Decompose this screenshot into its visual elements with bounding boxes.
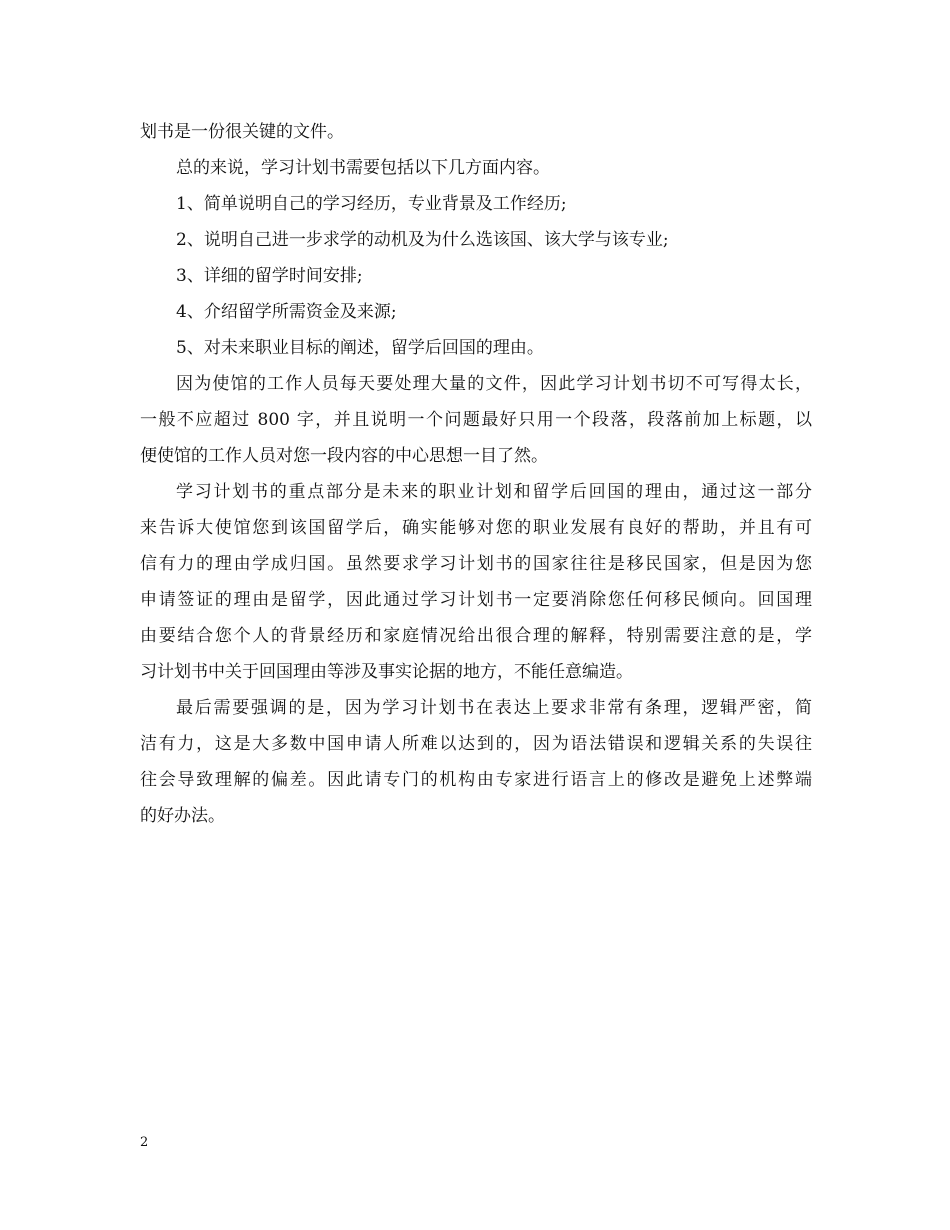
text-line: 便使馆的工作人员对您一段内容的中心思想一目了然。 bbox=[140, 446, 548, 466]
text-line: 习计划书中关于回国理由等涉及事实论据的地方，不能任意编造。 bbox=[140, 662, 633, 682]
text-line: 的好办法。 bbox=[140, 806, 225, 826]
list-item: 2、说明自己进一步求学的动机及为什么选该国、该大学与该专业; bbox=[176, 230, 669, 250]
text-line: 一般不应超过 800 字，并且说明一个问题最好只用一个段落，段落前加上标题，以 bbox=[140, 410, 812, 430]
text-line: 往会导致理解的偏差。因此请专门的机构由专家进行语言上的修改是避免上述弊端 bbox=[140, 770, 812, 790]
page-number: 2 bbox=[140, 1135, 149, 1150]
text-line: 划书是一份很关键的文件。 bbox=[140, 122, 344, 142]
document-body bbox=[140, 114, 812, 834]
list-item: 3、详细的留学时间安排; bbox=[176, 266, 363, 286]
list-item: 5、对未来职业目标的阐述，留学后回国的理由。 bbox=[176, 338, 544, 358]
text-line: 最后需要强调的是，因为学习计划书在表达上要求非常有条理，逻辑严密，简 bbox=[176, 698, 812, 718]
text-line: 信有力的理由学成归国。虽然要求学习计划书的国家往往是移民国家，但是因为您 bbox=[140, 554, 812, 574]
text-line: 因为使馆的工作人员每天要处理大量的文件，因此学习计划书切不可写得太长， bbox=[176, 374, 812, 394]
text-line: 总的来说，学习计划书需要包括以下几方面内容。 bbox=[176, 158, 550, 178]
text-line: 申请签证的理由是留学，因此通过学习计划书一定要消除您任何移民倾向。回国理 bbox=[140, 590, 812, 610]
list-item: 4、介绍留学所需资金及来源; bbox=[176, 302, 397, 322]
text-line: 由要结合您个人的背景经历和家庭情况给出很合理的解释，特别需要注意的是，学 bbox=[140, 626, 812, 646]
text-line: 学习计划书的重点部分是未来的职业计划和留学后回国的理由，通过这一部分 bbox=[176, 482, 812, 502]
list-item: 1、简单说明自己的学习经历，专业背景及工作经历; bbox=[176, 194, 567, 214]
text-line: 洁有力，这是大多数中国申请人所难以达到的，因为语法错误和逻辑关系的失误往 bbox=[140, 734, 812, 754]
text-line: 来告诉大使馆您到该国留学后，确实能够对您的职业发展有良好的帮助，并且有可 bbox=[140, 518, 812, 538]
